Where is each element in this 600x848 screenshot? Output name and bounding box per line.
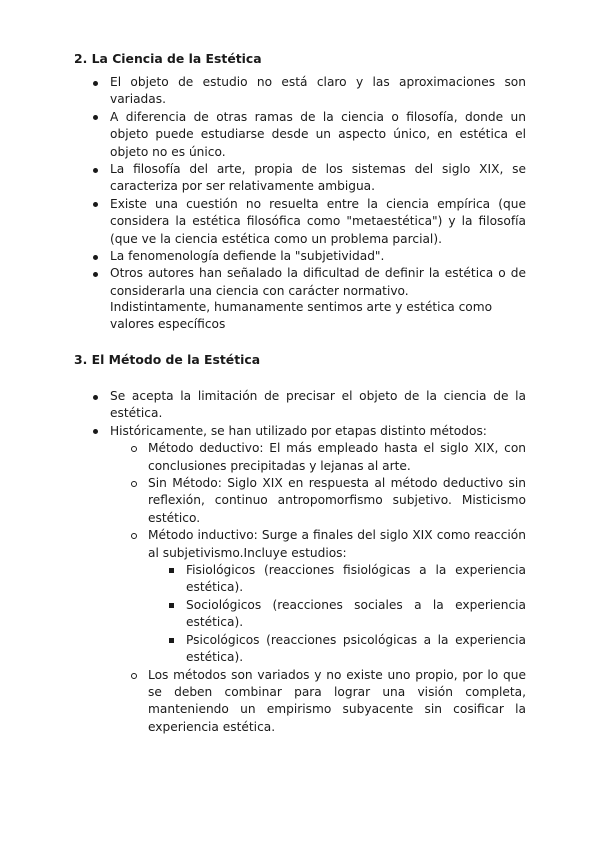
list-item: Otros autores han señalado la dificultad de definir la estética o de considerarla una ciencia con carácter normativo. bbox=[110, 265, 526, 300]
list-item: El objeto de estudio no está claro y las aproximaciones son variadas. bbox=[110, 74, 526, 109]
methods-list bbox=[148, 440, 526, 666]
list-item: A diferencia de otras ramas de la ciencia o filosofía, donde un objeto puede estudiarse desde un aspecto único, en estética el objeto no es único. bbox=[110, 109, 526, 161]
list-item: La fenomenología defiende la "subjetividad". bbox=[110, 248, 526, 265]
section-2-heading: 2. La Ciencia de la Estética bbox=[74, 51, 262, 66]
study-item: Fisiológicos (reacciones fisiológicas a la experiencia estética). bbox=[186, 562, 526, 597]
section-3-bullet-list bbox=[110, 388, 526, 736]
method-item: Método deductivo: El más empleado hasta el siglo XIX, con conclusiones precipitadas y lejanas al arte. bbox=[148, 440, 526, 475]
study-item: Psicológicos (reacciones psicológicas a la experiencia estética). bbox=[186, 632, 526, 667]
method-item: Sin Método: Siglo XIX en respuesta al método deductivo sin reflexión, continuo antropomorfismo subjetivo. Misticismo estético. bbox=[148, 475, 526, 527]
list-item: Existe una cuestión no resuelta entre la ciencia empírica (que considera la estética filosófica como "metaestética") y la filosofía (que ve la ciencia estética como un problema parcial). bbox=[110, 196, 526, 248]
section-2-bullet-list bbox=[110, 74, 526, 300]
study-item: Sociológicos (reacciones sociales a la experiencia estética). bbox=[186, 597, 526, 632]
list-item: La filosofía del arte, propia de los sistemas del siglo XIX, se caracteriza por ser relativamente ambigua. bbox=[110, 161, 526, 196]
method-item bbox=[148, 527, 526, 666]
studies-list bbox=[186, 562, 526, 666]
conclusion-item: Los métodos son variados y no existe uno propio, por lo que se deben combinar para lograr una visión completa, manteniendo un empirismo subyacente sin cosificar la experiencia estética. bbox=[148, 667, 526, 737]
list-item-text: Históricamente, se han utilizado por etapas distinto métodos: bbox=[110, 423, 487, 438]
section-2-paragraph: Indistintamente, humanamente sentimos arte y estética como valores específicos bbox=[110, 300, 493, 332]
section-3-heading: 3. El Método de la Estética bbox=[74, 352, 261, 367]
list-item bbox=[110, 423, 526, 667]
method-item-text: Método inductivo: Surge a finales del siglo XIX como reacción al subjetivismo.Incluye estudios: bbox=[148, 528, 526, 560]
list-item: Se acepta la limitación de precisar el objeto de la ciencia de la estética. bbox=[110, 388, 526, 423]
